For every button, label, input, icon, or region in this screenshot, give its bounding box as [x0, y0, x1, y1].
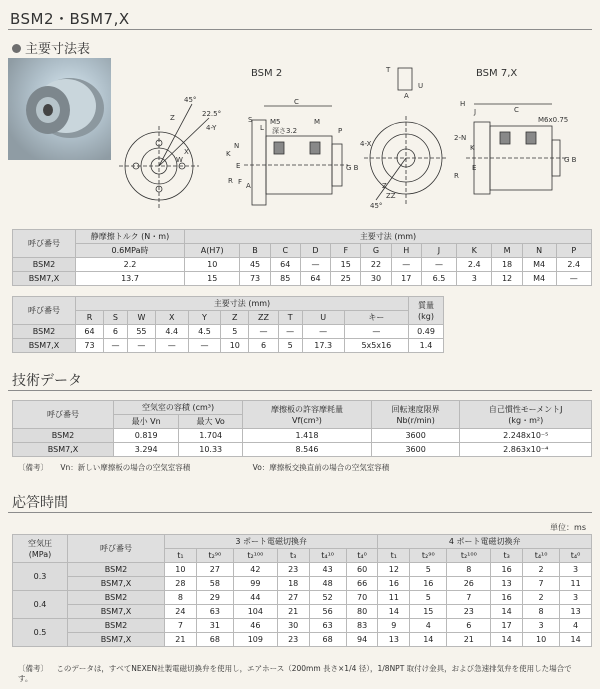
note1 [18, 462, 389, 473]
t4-cell: 8 [165, 591, 197, 605]
t1-cell: — [556, 272, 591, 286]
t3-cell-vn: 0.819 [114, 429, 179, 443]
t1-col-8: K [457, 244, 492, 258]
t4-col-2: t₂¹⁰⁰ [233, 549, 277, 563]
table-row [13, 605, 592, 619]
table-row [13, 272, 592, 286]
t1-cell: 6.5 [421, 272, 456, 286]
lbl-m5: M5 [270, 118, 281, 126]
lbl-x: X [184, 148, 189, 156]
t4-cell: 18 [277, 577, 309, 591]
lbl-r: R [228, 177, 233, 185]
t4-cell: 11 [560, 577, 592, 591]
t2-col-8: U [302, 311, 344, 325]
t4-cell: 14 [410, 633, 447, 647]
t3-h-speed [371, 401, 460, 429]
t4-cell: 7 [165, 619, 197, 633]
t1-torque: 2.2 [76, 258, 185, 272]
t3-cell-vf: 8.546 [243, 443, 372, 457]
t4-cell: 6 [447, 619, 491, 633]
t2-col-3: X [155, 311, 188, 325]
t1-col-6: H [391, 244, 421, 258]
drawing-bsm2-label: BSM 2 [251, 68, 283, 79]
t4-h-pressure [13, 535, 68, 563]
t3-cell-vf: 1.418 [243, 429, 372, 443]
t2-h-mass-unit: (kg) [418, 311, 434, 321]
t2-cell: — [155, 339, 188, 353]
t1-cell: 64 [300, 272, 330, 286]
t4-cell: 13 [560, 605, 592, 619]
title-divider [8, 29, 592, 30]
lbl-g: G B [346, 164, 359, 172]
t2-cell: — [344, 325, 408, 339]
t4-cell: 8 [447, 563, 491, 577]
t4-cell: 2 [523, 563, 560, 577]
t4-h-pressure-unit: (MPa) [28, 549, 52, 559]
t1-h-model: 呼び番号 [13, 230, 76, 258]
t4-model: BSM2 [68, 591, 165, 605]
t3-cell-vn: 3.294 [114, 443, 179, 457]
t4-cell: 70 [346, 591, 378, 605]
t3-h-wear-label: 摩擦板の許容摩耗量 [270, 404, 343, 414]
resp-unit: 単位：ms [550, 523, 586, 532]
t4-cell: 3 [523, 619, 560, 633]
t4-h-3port: 3 ポート電磁切換弁 [165, 535, 378, 549]
t4-cell: 104 [233, 605, 277, 619]
section-tech-heading: 技術データ [12, 373, 82, 389]
t4-col-10: t₄¹⁰ [523, 549, 560, 563]
table-row [13, 443, 592, 457]
t1-cell: 15 [331, 258, 361, 272]
t1-cell: 73 [240, 272, 270, 286]
t3-h-model: 呼び番号 [13, 401, 114, 429]
t4-cell: 3 [560, 591, 592, 605]
t1-col-1: B [240, 244, 270, 258]
lbl-4y: 4-Y [206, 124, 217, 132]
lbl-m6: M6x0.75 [538, 116, 569, 124]
t4-cell: 13 [491, 577, 523, 591]
t2-h-model: 呼び番号 [13, 297, 76, 325]
t1-col-11: P [556, 244, 591, 258]
t4-cell: 16 [378, 577, 410, 591]
t2-col-4: Y [188, 311, 221, 325]
t4-cell: 5 [410, 563, 447, 577]
t4-cell: 42 [233, 563, 277, 577]
t4-cell: 14 [491, 633, 523, 647]
lbl-p: P [338, 127, 343, 135]
bsm2-front-view [119, 104, 209, 208]
t2-col-2: W [127, 311, 155, 325]
t4-cell: 60 [346, 563, 378, 577]
t4-cell: 21 [165, 633, 197, 647]
t4-cell: 21 [447, 633, 491, 647]
lbl-zz: ZZ [386, 192, 396, 200]
t4-cell: 13 [378, 633, 410, 647]
t4-cell: 11 [378, 591, 410, 605]
lbl-e: E [236, 162, 241, 170]
t4-cell: 26 [447, 577, 491, 591]
t4-h-4port: 4 ポート電磁切換弁 [378, 535, 592, 549]
lbl-gb2: G B [564, 156, 577, 164]
t4-cell: 31 [196, 619, 233, 633]
t2-cell: — [249, 325, 278, 339]
t1-cell: 25 [331, 272, 361, 286]
t4-cell: 58 [196, 577, 233, 591]
note1-vn: Vn：新しい摩擦板の場合の空気室容積 [60, 463, 191, 472]
table-row [13, 619, 592, 633]
t2-cell: 17.3 [302, 339, 344, 353]
t4-cell: 24 [165, 605, 197, 619]
t4-model: BSM7,X [68, 605, 165, 619]
t4-cell: 10 [165, 563, 197, 577]
dims-table-2 [12, 296, 444, 353]
t3-model: BSM7,X [13, 443, 114, 457]
t2-cell: — [103, 339, 127, 353]
t1-model: BSM2 [13, 258, 76, 272]
t4-cell: 28 [165, 577, 197, 591]
t3-cell-nb: 3600 [371, 429, 460, 443]
t4-cell: 48 [309, 577, 346, 591]
lbl-c2: C [514, 106, 519, 114]
lbl-z2: Z [382, 182, 387, 190]
bsm2-side-view [244, 106, 348, 205]
table-row [13, 325, 444, 339]
t3-cell-vo: 10.33 [179, 443, 243, 457]
t4-cell: 16 [491, 563, 523, 577]
t1-cell: 18 [492, 258, 522, 272]
t4-cell: 23 [447, 605, 491, 619]
t4-cell: 52 [309, 591, 346, 605]
t3-h-vn: 最小 Vn [114, 415, 179, 429]
t4-model: BSM7,X [68, 633, 165, 647]
t1-col-2: C [270, 244, 300, 258]
t2-col-0: R [76, 311, 104, 325]
t2-cell: 5x5x16 [344, 339, 408, 353]
table-row [13, 563, 592, 577]
t2-col-9: キー [344, 311, 408, 325]
note1-vo: Vo：摩擦板交換直前の場合の空気室容積 [252, 463, 390, 472]
t2-col-6: ZZ [249, 311, 278, 325]
t4-pressure: 0.5 [13, 619, 68, 647]
t4-cell: 21 [277, 605, 309, 619]
section-resp-heading: 応答時間 [12, 495, 68, 511]
t4-cell: 14 [560, 633, 592, 647]
t4-cell: 9 [378, 619, 410, 633]
t4-cell: 16 [491, 591, 523, 605]
t1-cell: M4 [522, 258, 556, 272]
t4-pressure: 0.4 [13, 591, 68, 619]
lbl-h: H [460, 100, 466, 108]
lbl-45b: 45° [370, 202, 383, 210]
dims-table-1 [12, 229, 592, 286]
drawing-bsm7-label: BSM 7,X [476, 68, 518, 79]
note1-label: 〔備考〕 [18, 463, 48, 472]
lbl-depth: 深さ3.2 [272, 127, 298, 135]
t4-model: BSM7,X [68, 577, 165, 591]
t3-model: BSM2 [13, 429, 114, 443]
t1-cell: M4 [522, 272, 556, 286]
t1-cell: 45 [240, 258, 270, 272]
t2-cell: 64 [76, 325, 104, 339]
lbl-x4: 4-X [360, 140, 372, 148]
lbl-f: F [238, 178, 243, 186]
brake-photo-illustration [8, 58, 111, 160]
t2-mass: 0.49 [409, 325, 444, 339]
tech-table [12, 400, 592, 457]
section-dims-heading [12, 38, 90, 57]
t4-cell: 109 [233, 633, 277, 647]
t1-cell: 12 [492, 272, 522, 286]
t1-cell: 85 [270, 272, 300, 286]
t4-h-pressure-label: 空気圧 [28, 538, 52, 548]
t4-cell: 3 [560, 563, 592, 577]
t2-cell: 4.4 [155, 325, 188, 339]
bsm7-front-view [364, 68, 448, 206]
t1-col-5: G [361, 244, 391, 258]
t4-cell: 14 [491, 605, 523, 619]
t1-cell: 2.4 [556, 258, 591, 272]
t1-cell: 3 [457, 272, 492, 286]
table-row [13, 577, 592, 591]
t4-cell: 15 [410, 605, 447, 619]
t2-model: BSM7,X [13, 339, 76, 353]
table-row [13, 591, 592, 605]
t1-h-dims: 主要寸法 (mm) [185, 230, 592, 244]
t2-col-1: S [103, 311, 127, 325]
dimension-drawing [114, 58, 592, 218]
t4-col-8: t₂¹⁰⁰ [447, 549, 491, 563]
table-row [13, 633, 592, 647]
t4-col-9: t₃ [491, 549, 523, 563]
t4-cell: 63 [309, 619, 346, 633]
t1-h-torque: 静摩擦トルク (N・m) [76, 230, 185, 244]
t4-cell: 80 [346, 605, 378, 619]
lbl-e2: E [472, 164, 477, 172]
t4-cell: 8 [523, 605, 560, 619]
t3-h-speed-label: 回転速度限界 [391, 404, 440, 414]
t4-col-6: t₁ [378, 549, 410, 563]
t4-col-7: t₂⁹⁰ [410, 549, 447, 563]
t2-col-7: T [278, 311, 302, 325]
lbl-j: J [474, 108, 477, 116]
t3-h-inertia-unit: (kg・m²) [508, 415, 544, 425]
t4-pressure: 0.3 [13, 563, 68, 591]
lbl-t: T [386, 66, 391, 74]
note2-label: 〔備考〕 [18, 664, 48, 673]
lbl-22deg: 22.5° [202, 110, 222, 118]
t2-cell: 4.5 [188, 325, 221, 339]
t4-cell: 23 [277, 563, 309, 577]
t1-col-10: N [522, 244, 556, 258]
t4-cell: 5 [410, 591, 447, 605]
t2-h-dims: 主要寸法 (mm) [76, 297, 409, 311]
t4-cell: 10 [523, 633, 560, 647]
t2-cell: 73 [76, 339, 104, 353]
t2-h-mass [409, 297, 444, 325]
lbl-n: N [234, 142, 240, 150]
lbl-u: U [418, 82, 424, 90]
t1-cell: 2.4 [457, 258, 492, 272]
t4-cell: 68 [196, 633, 233, 647]
t4-model: BSM2 [68, 619, 165, 633]
t1-cell: 17 [391, 272, 421, 286]
lbl-45deg: 45° [184, 96, 197, 104]
t3-h-speed-unit: Nb(r/min) [396, 415, 435, 425]
note2 [18, 664, 578, 684]
t4-cell: 63 [196, 605, 233, 619]
lbl-m: M [314, 118, 321, 126]
t2-cell: 5 [278, 339, 302, 353]
t1-cell: — [391, 258, 421, 272]
t4-col-11: t₄⁰ [560, 549, 592, 563]
t4-cell: 30 [277, 619, 309, 633]
t4-cell: 66 [346, 577, 378, 591]
t4-cell: 23 [277, 633, 309, 647]
product-photo [8, 58, 111, 160]
t2-model: BSM2 [13, 325, 76, 339]
t1-col-9: M [492, 244, 522, 258]
t3-cell-j: 2.248x10⁻⁵ [460, 429, 592, 443]
t4-h-model: 呼び番号 [68, 535, 165, 563]
t2-cell: 6 [249, 339, 278, 353]
t2-col-5: Z [221, 311, 249, 325]
t2-cell: — [188, 339, 221, 353]
t4-cell: 44 [233, 591, 277, 605]
resp-divider [8, 512, 592, 513]
lbl-r2: R [454, 172, 459, 180]
lbl-k: K [226, 150, 231, 158]
t3-h-vo: 最大 Vo [179, 415, 243, 429]
t1-cell: 30 [361, 272, 391, 286]
lbl-l: L [260, 124, 264, 132]
t1-col-7: J [421, 244, 456, 258]
t4-col-5: t₄⁰ [346, 549, 378, 563]
page-title: BSM2・BSM7,X [10, 10, 130, 28]
t1-h-pressure: 0.6MPa時 [76, 244, 185, 258]
t4-cell: 27 [196, 563, 233, 577]
bullet-icon [12, 44, 21, 53]
tech-divider [8, 390, 592, 391]
t4-cell: 7 [523, 577, 560, 591]
t4-cell: 17 [491, 619, 523, 633]
t4-cell: 2 [523, 591, 560, 605]
t4-cell: 16 [410, 577, 447, 591]
t1-col-0: A(H7) [185, 244, 240, 258]
response-table [12, 534, 592, 647]
t2-cell: 6 [103, 325, 127, 339]
t4-cell: 4 [410, 619, 447, 633]
t1-cell: 22 [361, 258, 391, 272]
t3-h-air: 空気室の容積 (cm³) [114, 401, 243, 415]
t2-cell: — [302, 325, 344, 339]
section-dims-label: 主要寸法表 [25, 42, 91, 57]
t1-cell: 64 [270, 258, 300, 272]
t4-cell: 68 [309, 633, 346, 647]
t4-cell: 56 [309, 605, 346, 619]
t2-cell: 5 [221, 325, 249, 339]
lbl-a: A [246, 182, 251, 190]
lbl-z: Z [170, 114, 175, 122]
t1-col-3: D [300, 244, 330, 258]
t4-col-0: t₁ [165, 549, 197, 563]
lbl-c: C [294, 98, 299, 106]
table-row [13, 429, 592, 443]
t3-h-wear-unit: Vf(cm³) [291, 415, 322, 425]
t4-cell: 46 [233, 619, 277, 633]
t2-cell: — [127, 339, 155, 353]
table-row [13, 258, 592, 272]
lbl-2n: 2-N [454, 134, 467, 142]
t3-h-inertia [460, 401, 592, 429]
t4-cell: 14 [378, 605, 410, 619]
t4-cell: 4 [560, 619, 592, 633]
lbl-s: S [248, 116, 253, 124]
t3-cell-vo: 1.704 [179, 429, 243, 443]
t2-cell: 10 [221, 339, 249, 353]
t4-model: BSM2 [68, 563, 165, 577]
t1-cell: — [300, 258, 330, 272]
t4-col-4: t₄¹⁰ [309, 549, 346, 563]
t1-cell: 15 [185, 272, 240, 286]
t3-h-inertia-label: 自己慣性モーメントJ [488, 404, 563, 414]
t4-cell: 27 [277, 591, 309, 605]
t4-col-1: t₂⁹⁰ [196, 549, 233, 563]
t3-h-wear [243, 401, 372, 429]
t2-cell: 55 [127, 325, 155, 339]
t1-torque: 13.7 [76, 272, 185, 286]
t1-cell: — [421, 258, 456, 272]
t2-cell: — [278, 325, 302, 339]
t4-cell: 43 [309, 563, 346, 577]
t3-cell-nb: 3600 [371, 443, 460, 457]
t1-model: BSM7,X [13, 272, 76, 286]
t4-cell: 94 [346, 633, 378, 647]
t4-col-3: t₃ [277, 549, 309, 563]
t4-cell: 12 [378, 563, 410, 577]
t4-cell: 29 [196, 591, 233, 605]
t2-h-mass-label: 質量 [418, 300, 434, 310]
t1-col-4: F [331, 244, 361, 258]
t4-cell: 83 [346, 619, 378, 633]
table-row [13, 339, 444, 353]
t2-mass: 1.4 [409, 339, 444, 353]
t3-cell-j: 2.863x10⁻⁴ [460, 443, 592, 457]
lbl-k2: K [470, 144, 475, 152]
lbl-w: W [176, 156, 183, 164]
t4-cell: 99 [233, 577, 277, 591]
lbl-a2: A [404, 92, 409, 100]
note2-text: このデータは，すべてNEXEN社製電磁切換弁を使用し，エアホース（200mm 長さ×1/4 径），1/8NPT 取付け金具，および急速排気弁を使用した場合です。 [18, 664, 572, 683]
t1-cell: 10 [185, 258, 240, 272]
t4-cell: 7 [447, 591, 491, 605]
